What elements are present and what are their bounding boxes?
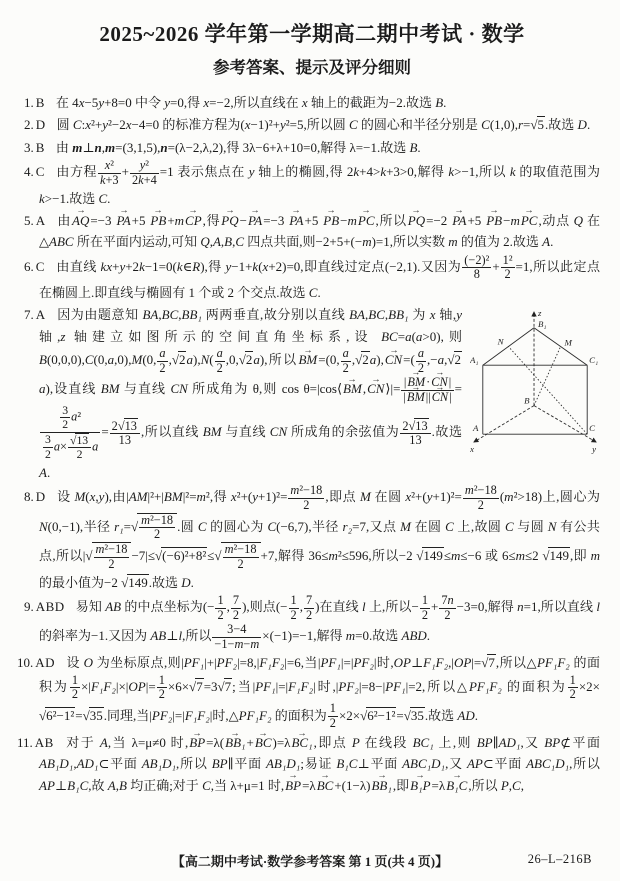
radicand: 6²−1²	[46, 707, 75, 723]
numerator: 7	[232, 593, 240, 608]
numerator: 1	[217, 593, 224, 608]
answer-text: 由直线 kx+y+2k−1=0(k∈R),得 y−1+k(x+2)=0,即直线过定点(−2,1).又因为 $\frac{\text{(−2)²}}{8}$ + $\frac{\text{1²}}{2}$ =1,所以此定点在椭圆上.即直线与椭圆有 1 个或 2 个交点.故选 C.	[39, 252, 600, 301]
answer-number: 8.	[24, 489, 34, 505]
denominator: 2	[45, 447, 51, 461]
answer-choice: A	[35, 212, 46, 228]
numerator: 1	[421, 593, 428, 608]
radicand: 2	[245, 352, 253, 368]
radicand: 2	[362, 352, 369, 368]
fraction	[462, 254, 491, 283]
answer-item-2	[24, 114, 600, 135]
radicand	[221, 542, 261, 572]
fraction	[463, 484, 499, 513]
answer-text: 在 4x−5y+8=0 中令 y=0,得 x=−2,所以直线在 x 轴上的截距为−2.故选 B.	[55, 95, 447, 110]
answer-number: 9.	[24, 599, 34, 615]
answer-choice: B	[35, 95, 45, 110]
denominator: 2	[159, 360, 166, 375]
vector: BM →	[342, 378, 363, 399]
vector: BM →	[406, 391, 426, 405]
sqrt	[447, 349, 462, 370]
answer-item-7	[24, 304, 600, 482]
answer-item-8	[24, 484, 600, 593]
sqrt	[39, 705, 75, 726]
bold-vector: n	[94, 139, 102, 155]
fraction	[215, 594, 225, 623]
numerator: a	[342, 346, 349, 361]
denominator: 2	[232, 607, 240, 622]
fraction	[60, 404, 70, 431]
denominator: k+3	[99, 172, 119, 187]
numerator	[68, 433, 91, 448]
label-z-axis: z	[537, 308, 542, 319]
radicand: 13	[76, 433, 89, 447]
fraction	[439, 594, 455, 623]
answer-text: 圆 C:x²+y²−2x−4=0 的标准方程为(x−1)²+y²=5,所以圆 C 的圆心和半径分别是 C(1,0),r= √ 5.故选 D.	[57, 117, 591, 132]
fraction	[157, 674, 167, 703]
numerator: 7	[305, 593, 313, 608]
label-y-axis: y	[592, 444, 597, 455]
numerator: 2 √ 13	[110, 418, 140, 434]
radicand: 6²−1²	[367, 707, 396, 723]
vector: PC →	[520, 210, 539, 231]
fraction	[223, 543, 259, 572]
label-c1: C₁	[589, 355, 599, 366]
vector: PA →	[247, 210, 263, 231]
answer-item-6	[24, 254, 600, 304]
vector: BC →	[254, 732, 273, 753]
answer-text: 由 m⊥n,m=(3,1,5),n=(λ−2,λ,2),得 3λ−6+λ+10=0,解得 λ=−1.故选 B.	[55, 139, 421, 155]
numerator: a	[159, 346, 166, 361]
answer-item-1	[24, 92, 600, 113]
label-a1: A₁	[470, 355, 479, 366]
answer-item-4	[24, 159, 600, 209]
vector: PB →	[149, 210, 167, 231]
denominator: 2	[216, 360, 223, 375]
radicand: 5	[537, 117, 545, 133]
answer-text: 设 M(x,y),由|AM|²+|BM|²=m²,得 x²+(y+1)²= $\frac{\text{m²−18}}{2}$ ,即点 M 在圆 x²+(y+1)²= $\frac{\text{m²−18}}{2}$ (m²>18)上,圆心为 N(0,−1),半径 r₁= √ $\frac{\text{m²−18}}{2}$ .圆 C 的圆心为 C(−6,7),半径 r₂=7,又点 M 在圆 C 上,故圆 C 与圆 N 有公共点,所以| √ $\frac{\text{m²−18}}{2}$ −7|≤ √ (−6)²+8²≤ √ $\frac{\text{m²−18}}{2}$ +7,解得 36≤m²≤596,所以−2 √ 149≤m≤−6 或 6≤m≤2 √ 149,即 m 的最小值为−2 √ 149.故选 D.	[39, 489, 600, 590]
vector: CP →	[184, 210, 203, 231]
numerator: a	[216, 346, 223, 361]
vector: CN →	[431, 391, 449, 405]
fraction	[231, 594, 241, 623]
label-b1: B₁	[537, 319, 547, 330]
sqrt	[131, 513, 177, 543]
sqrt	[70, 433, 89, 448]
numerator: √ m²−18	[224, 542, 257, 557]
fraction	[400, 418, 430, 449]
fraction	[139, 514, 175, 543]
radicand: 2	[178, 352, 186, 368]
footer-page-info: 【高二期中考试·数学参考答案 第 1 页(共 4 页)】	[171, 854, 449, 869]
answer-choice: C	[35, 164, 45, 180]
sqrt	[481, 652, 496, 673]
denominator: 2	[417, 360, 425, 375]
fraction	[98, 159, 121, 188]
fraction	[40, 404, 100, 461]
fraction	[70, 674, 80, 703]
bold-vector: m	[105, 139, 116, 155]
denominator: 2	[62, 418, 69, 432]
label-m: M	[564, 337, 572, 348]
sqrt	[416, 545, 444, 566]
vector: CN →	[384, 349, 403, 370]
numerator: $\frac{3}{2}$ a²	[62, 404, 82, 432]
numerator: (−2)²	[464, 252, 490, 267]
fraction	[68, 433, 91, 462]
bold-vector: n	[160, 139, 168, 155]
denominator: 2	[501, 267, 515, 282]
vector: CN →	[366, 378, 385, 399]
vector: BP →	[188, 732, 206, 753]
radicand: 35	[89, 707, 103, 723]
denominator: 2	[71, 687, 78, 702]
sqrt	[542, 545, 570, 566]
answer-number: 5.	[24, 212, 34, 228]
sqrt	[121, 572, 149, 593]
vector: PB →	[485, 210, 503, 231]
numerator: 3	[62, 404, 69, 418]
numerator: y²	[139, 157, 149, 172]
numerator: x²	[104, 157, 114, 172]
denominator: 2	[290, 607, 297, 622]
numerator: 7n	[441, 593, 454, 608]
answer-number: 6.	[24, 258, 34, 274]
denominator: 2	[569, 687, 576, 702]
answer-choice: AB	[34, 734, 54, 750]
answer-item-11	[17, 732, 600, 796]
numerator: 1	[329, 701, 336, 716]
fraction	[212, 623, 261, 652]
answer-choice: AD	[35, 655, 56, 671]
denominator: 2	[158, 687, 165, 702]
denominator: 2	[217, 607, 224, 622]
fraction	[215, 347, 225, 376]
radicand: 149	[423, 548, 443, 564]
denominator: 13	[110, 433, 140, 448]
doc-subtitle: 参考答案、提示及评分细则	[213, 58, 411, 77]
sqrt	[172, 349, 187, 370]
answer-item-10	[17, 652, 600, 731]
vector: BM →	[406, 376, 426, 390]
radicand: 2	[454, 352, 461, 368]
radicand: 13	[415, 418, 428, 433]
fraction	[304, 594, 314, 623]
vector: B₁P →	[409, 775, 431, 796]
vector: PA →	[451, 210, 467, 231]
denominator: 2	[68, 447, 91, 461]
answer-text: 对于 A,当 λ=μ≠0 时,BP →=λ(BB₁ →+BC →)=λBC₁ →,即点 P 在线段 BC₁ 上,则 BP∥AD₁,又 BP⊄平面 AB₁D₁,AD₁⊂平面 AB₁D₁,所以 BP∥平面 AB₁D₁;易证 B₁C⊥平面 ABC₁D₁,又 AP⊂平面 ABC₁D₁,所以 AP⊥B₁C,故 A,B 均正确;对于 C,当 λ+μ=1 时,BP →=λBC →+(1−λ)BB₁ →,即B₁P →=λB₁C →,所以 P,C,	[39, 735, 600, 793]
sqrt	[155, 545, 207, 566]
sqrt	[189, 676, 204, 697]
numerator: 1²	[502, 252, 513, 267]
answer-text: 由AQ →=−3 PA →+5 PB →+mCP →,得PQ →−PA →=−3 PA →+5 PB →−mPC →,所以PQ →=−2 PA →+5 PB →−mPC →,动点 Q 在△ABC 所在平面内运动,可知 Q,A,B,C 四点共面,则−2+5+(−m)=1,所以实数 m 的值为 2.故选 A.	[39, 213, 600, 249]
answer-number: 1.	[24, 95, 34, 110]
doc-title: 2025~2026 学年第一学期高二期中考试 · 数学	[99, 22, 525, 46]
answer-text: 设 O 为坐标原点,则|PF₁|+|PF₂|=8,|F₁F₂|=6,当|PF₁|=|PF₂|时,OP⊥F₁F₂,|OP|= √ 7,所以△PF₁F₂ 的面积为 $\frac{1}{2}$ ×|F₁F₂|×|OP|= $\frac{1}{2}$ ×6× √ 7=3 √ 7;当|PF₁|=|F₁F₂|时,|PF₂|=8−|PF₁|=2,所以△PF₁F₂ 的面积为 $\frac{1}{2}$ ×2×√ 6²−1²= √ 35.同理,当|PF₂|=|F₁F₂|时,△PF₁F₂ 的面积为 $\frac{1}{2}$ ×2× √ 6²−1²= √ 35.故选 AD.	[39, 655, 600, 722]
fraction	[328, 702, 338, 731]
answer-text: 因为由题意知 BA,BC,BB₁ 两两垂直,故分别以直线 BA,BC,BB₁ 为 x 轴,y 轴,z 轴建立如图所示的空间直角坐标系,设 BC=a(a>0),则 B(0,0,0),C(0,a,0),M(0, $\frac{a}{2}$ , √ 2a),N( $\frac{a}{2}$ ,0, √ 2a),所以BM →=(0, $\frac{a}{2}$ , √ 2a),CN →=( $\frac{a}{2}$ ,−a, √ 2a),设直线 BM 与直线 CN 所成角为 θ,则 cos θ=|cos⟨BM →,CN →⟩|= $\frac{|BM \to\cdot CN \to|}{|BM \to||CN \to|}$ = $\frac{3}{2}$ a² $\frac{3}{2}$ a× √ $\frac{13}{2}$ a = $\frac{2 √ 13}{13}$ ,所以直线 BM 与直线 CN 所成角的余弦值为 $\frac{2 √ 13}{13}$ .故选 A.	[39, 307, 462, 479]
numerator: m²−18	[290, 482, 323, 497]
radicand	[92, 542, 132, 572]
radicand: 13	[124, 418, 137, 433]
sqrt	[409, 418, 429, 434]
numerator: 2 √ 13	[400, 418, 430, 434]
page-footer	[0, 851, 620, 870]
numerator: |BM →·CN →|	[401, 376, 453, 390]
radicand: 35	[410, 707, 424, 723]
answer-choice: A	[35, 307, 46, 323]
prism-figure	[470, 304, 600, 454]
sqrt	[118, 418, 138, 434]
numerator: 3	[45, 433, 51, 447]
answer-choice: D	[35, 117, 46, 133]
numerator: 1	[71, 672, 78, 687]
radicand: 7	[224, 678, 232, 694]
fraction	[501, 254, 515, 283]
sqrt	[404, 705, 425, 726]
fraction	[94, 543, 130, 572]
numerator: 1	[569, 672, 576, 687]
answer-text: 易知 AB 的中点坐标为(− $\frac{1}{2}$ , $\frac{7}{2}$ ),则点(− $\frac{1}{2}$ , $\frac{7}{2}$ )在直线 l 上,所以− $\frac{1}{2}$ + $\frac{7n}{2}$ −3=0,解得 n=1,所以直线 l 的斜率为−1.又因为 AB⊥l,所以 $\frac{3-4}{-1-m-m}$ ×(−1)=−1,解得 m=0.故选 ABD.	[39, 593, 600, 651]
vector: PA →	[115, 210, 131, 231]
label-c: C	[589, 423, 596, 434]
sqrt	[360, 705, 396, 726]
denominator: −1−m−m	[214, 636, 260, 651]
numerator: 3−4	[227, 621, 247, 636]
label-b: B	[524, 396, 530, 407]
denominator: 2	[139, 527, 175, 542]
vector: BC →	[316, 775, 335, 796]
numerator: 1	[290, 593, 297, 608]
vector: BB₁ →	[224, 732, 246, 753]
vector: B₁C →	[445, 775, 468, 796]
answer-item-5	[24, 210, 600, 253]
answer-number: 2.	[24, 117, 34, 133]
radicand: 149	[549, 548, 569, 564]
vector: BP →	[284, 775, 302, 796]
vector: AQ →	[71, 210, 90, 231]
denominator: 2	[463, 498, 499, 513]
denominator: 2	[439, 608, 455, 623]
sqrt	[83, 705, 104, 726]
denominator: $\frac{3}{2}$ a× √ $\frac{13}{2}$ a	[40, 432, 100, 462]
denominator: 2	[305, 607, 313, 622]
answer-item-9	[24, 594, 600, 651]
sqrt	[218, 676, 233, 697]
denominator: 2k+4	[131, 172, 157, 187]
answer-choice: ABD	[35, 599, 65, 615]
fraction	[289, 594, 299, 623]
answer-number: 7.	[24, 307, 34, 323]
denominator: 2	[288, 498, 324, 513]
label-a: A	[472, 423, 479, 434]
denominator: |BM →||CN →|	[401, 390, 453, 405]
answer-text: 由方程 $\frac{\text{x²}}{k+3}$ + $\frac{\text{y²}}{2k+4}$ =1 表示焦点在 y 轴上的椭圆,得 2k+4>k+3>0,解得 k>−1,所以 k 的取值范围为 k>−1.故选 C.	[39, 157, 600, 206]
answer-choice: C	[35, 258, 45, 274]
answer-number: 11.	[17, 734, 33, 750]
numerator: m²−18	[464, 482, 497, 497]
denominator: 13	[400, 433, 430, 448]
vector: PA →	[288, 210, 304, 231]
answer-number: 4.	[24, 164, 34, 180]
vector: BC₁ →	[290, 732, 313, 753]
fraction	[110, 418, 140, 449]
denominator: 2	[223, 557, 259, 572]
fraction	[288, 484, 324, 513]
fraction	[130, 159, 159, 188]
answer-number: 3.	[24, 139, 34, 155]
numerator: 1	[158, 672, 165, 687]
vector: BB₁ →	[370, 775, 392, 796]
label-x-axis: x	[470, 444, 474, 455]
sqrt	[85, 542, 131, 572]
answer-choice: D	[35, 489, 46, 505]
answer-item-3	[24, 137, 600, 158]
answer-number: 10.	[17, 655, 34, 671]
vector: PQ →	[220, 210, 239, 231]
radicand	[137, 513, 177, 543]
answer-choice: B	[35, 139, 45, 155]
vector: CN →	[430, 376, 448, 390]
radicand: (−6)²+8²	[162, 548, 207, 564]
radicand: 149	[128, 574, 148, 590]
vector: PC →	[357, 210, 376, 231]
sqrt	[530, 114, 545, 135]
radicand: 7	[488, 655, 495, 671]
denominator: 2	[421, 607, 428, 622]
fraction	[401, 376, 453, 405]
vector: PB →	[322, 210, 340, 231]
numerator: √ m²−18	[141, 512, 174, 527]
fraction	[568, 674, 578, 703]
bold-vector: m	[72, 139, 83, 155]
radicand: 7	[196, 678, 203, 694]
denominator: 2	[94, 557, 130, 572]
numerator: a	[417, 346, 425, 361]
numerator: √ m²−18	[95, 542, 128, 557]
triangular-prism-diagram	[470, 304, 600, 454]
fraction	[157, 347, 167, 376]
denominator: 2	[342, 360, 349, 375]
sqrt	[214, 542, 260, 572]
vector: PQ →	[407, 210, 426, 231]
sqrt	[355, 349, 370, 370]
denominator: 2	[329, 716, 336, 731]
sqrt	[239, 349, 254, 370]
footer-paper-code: 26–L–216B	[527, 852, 592, 866]
label-n: N	[497, 336, 504, 347]
fraction	[43, 433, 53, 460]
denominator: 8	[462, 267, 491, 282]
fraction	[420, 594, 430, 623]
vector: BM →	[297, 349, 318, 370]
